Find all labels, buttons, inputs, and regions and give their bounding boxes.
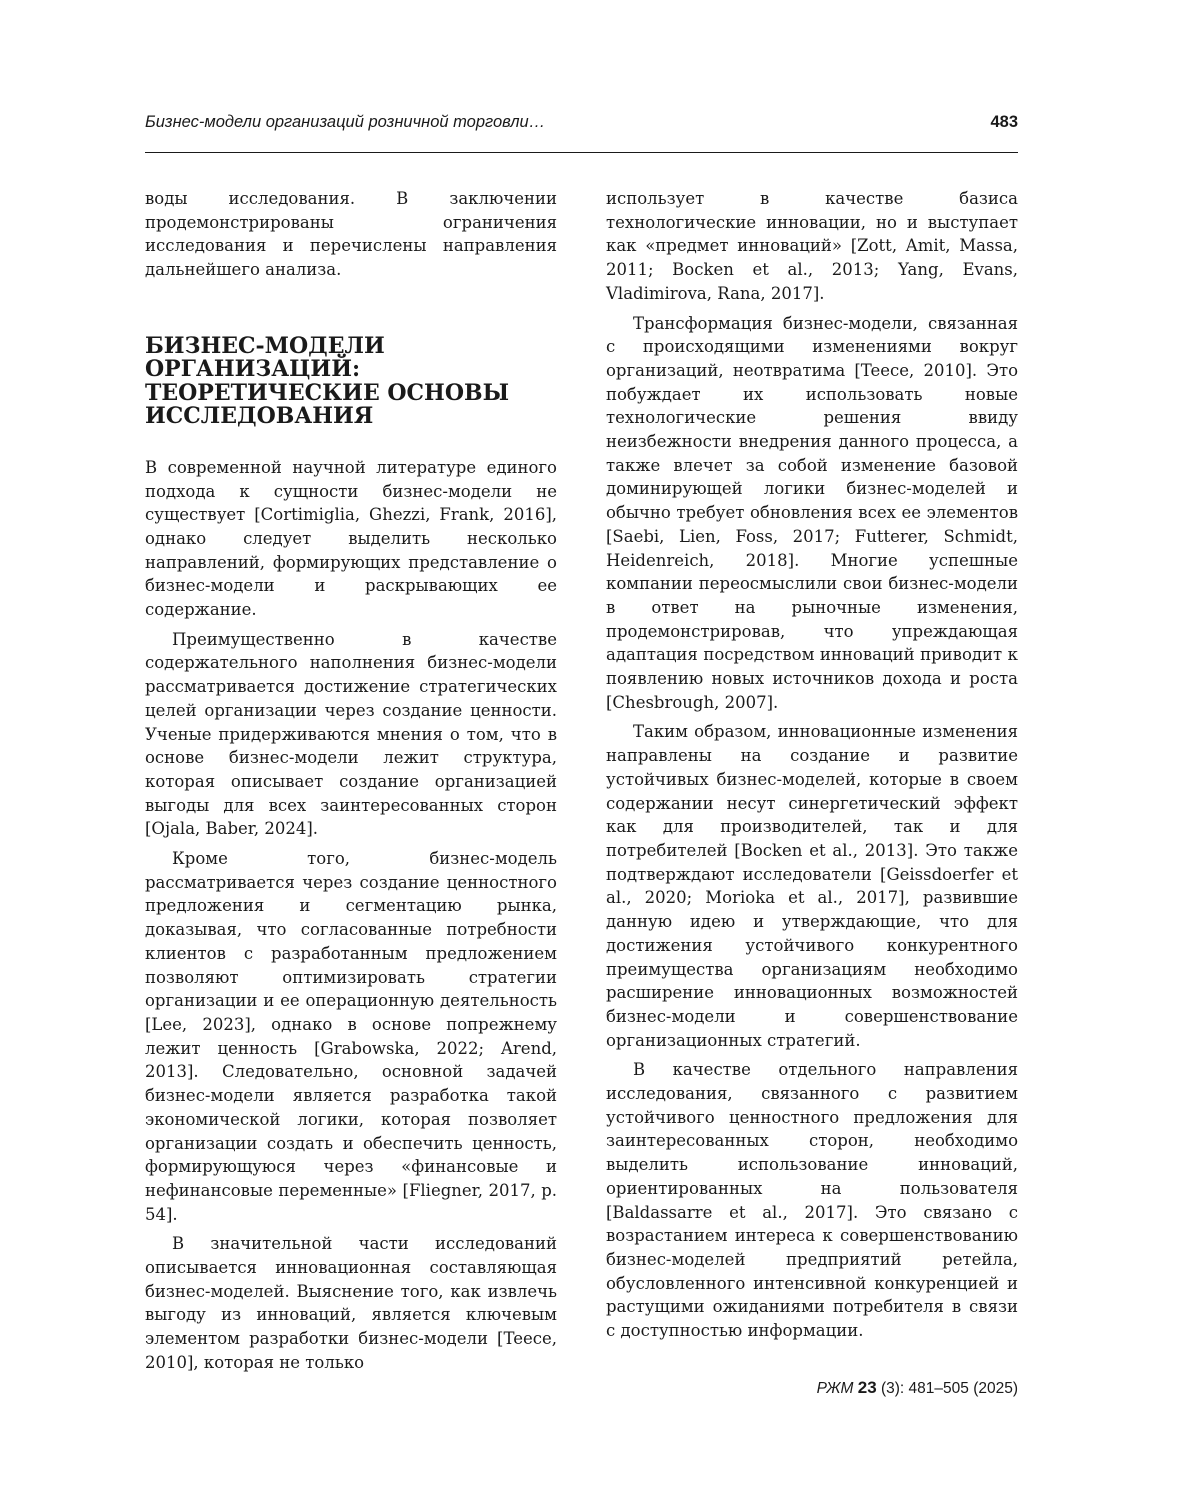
paragraph: В значительной части исследований описывается инновационная составляющая бизнес-моделей. Выяснение того, как извлечь выгоду из инноваций, является ключевым элементом разработки бизнес-модели [Teece, 2010], которая не только (145, 1234, 557, 1372)
journal-issue-pages-year: (3): 481–505 (2025) (880, 1380, 1018, 1397)
journal-abbreviation: РЖМ (816, 1380, 854, 1397)
paragraph-continued: использует в качестве базиса технологические инновации, но и выступает как «предмет инноваций» [Zott, Amit, Massa, 2011; Bocken et al., 2013; Yang, Evans, Vladimirova, Rana, 2017]. (606, 189, 1018, 303)
section-heading: БИЗНЕС-МОДЕЛИ ОРГАНИЗАЦИЙ: ТЕОРЕТИЧЕСКИЕ ОСНОВЫ ИССЛЕДОВАНИЯ (145, 332, 510, 430)
page-number: 483 (990, 113, 1018, 131)
paragraph: Трансформация бизнес-модели, связанная с происходящими изменениями вокруг организаций, неотвратима [Teece, 2010]. Это побуждает их использовать новые технологические решения ввиду неизбежности внедрения данного процесса, а также влечет за собой изменение базовой доминирующей логики бизнес-моделей и обычно требует обновления всех ее элементов [Saebi, Lien, Foss, 2017; Futterer, Schmidt, Heidenreich, 2018]. Многие успешные компании переосмыслили свои бизнес-модели в ответ на рыночные изменения, продемонстрировав, что упреждающая адаптация посредством инноваций приводит к появлению новых источников дохода и роста [Chesbrough, 2007]. (606, 313, 1018, 712)
running-head (145, 113, 1018, 137)
paragraph: В качестве отдельного направления исследования, связанного с развитием устойчивого ценностного предложения для заинтересованных сторон, необходимо выделить использование инноваций, ориентированных на пользователя [Baldassarre et al., 2017]. Это связано с возрастанием интереса к совершенствованию бизнес-моделей предприятий ретейла, обусловленного интенсивной конкуренцией и растущими ожиданиями потребителя в связи с доступностью информации. (606, 1060, 1018, 1341)
paragraph-continued: воды исследования. В заключении продемонстрированы ограничения исследования и перечислены направления дальнейшего анализа. (145, 189, 557, 280)
header-rule (145, 152, 1018, 153)
paragraph: Кроме того, бизнес-модель рассматривается через создание ценностного предложения и сегментацию рынка, доказывая, что согласованные потребности клиентов с разработанным предложением позволяют оптимизировать стратегии организации и ее операционную деятельность [Lee, 2023], однако в основе попрежнему лежит ценность [Grabowska, 2022; Arend, 2013]. Следовательно, основной задачей бизнес-модели является разработка такой экономической логики, которая позволяет организации создать и обеспечить ценность, формирующуюся через «финансовые и нефинансовые переменные» [Fliegner, 2017, p. 54]. (145, 849, 557, 1224)
journal-footer (600, 1378, 1018, 1398)
left-column (145, 187, 557, 1375)
paragraph: Преимущественно в качестве содержательного наполнения бизнес-модели рассматривается достижение стратегических целей организации через создание ценности. Ученые придерживаются мнения о том, что в основе бизнес-модели лежит структура, которая описывает создание организацией выгоды для всех заинтересованных сторон [Ojala, Baber, 2024]. (145, 629, 557, 839)
paragraph: Таким образом, инновационные изменения направлены на создание и развитие устойчивых бизнес-моделей, которые в своем содержании несут синергетический эффект как для производителей, так и для потребителей [Bocken et al., 2013]. Это также подтверждают исследователи [Geissdoerfer et al., 2020; Morioka et al., 2017], развившие данную идею и утверждающие, что для достижения устойчивого конкурентного преимущества организациям необходимо расширение инновационных возможностей бизнес-модели и совершенствование организационных стратегий. (606, 722, 1018, 1050)
running-title: Бизнес-модели организаций розничной торговли… (145, 113, 546, 131)
paragraph: В современной научной литературе единого подхода к сущности бизнес-модели не существует [Cortimiglia, Ghezzi, Frank, 2016], однако следует выделить несколько направлений, формирующих представление о бизнес-модели и раскрывающих ее содержание. (145, 457, 557, 620)
journal-volume: 23 (857, 1378, 877, 1397)
right-column (606, 187, 1018, 1343)
